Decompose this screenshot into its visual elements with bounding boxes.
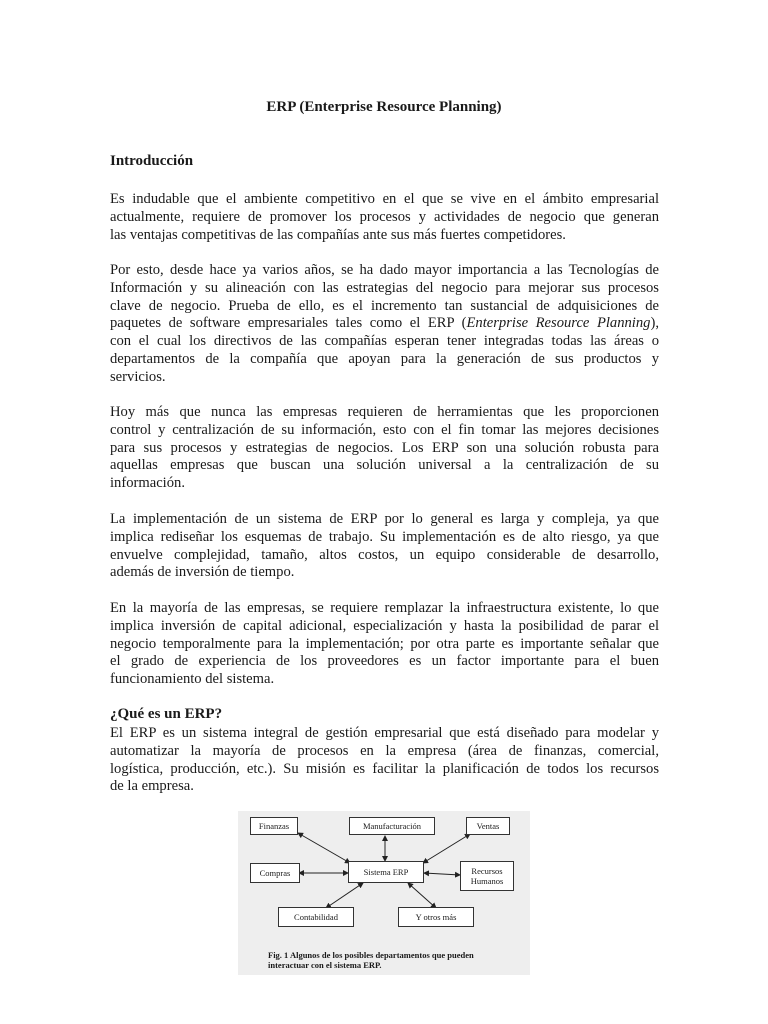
box-ventas: Ventas xyxy=(466,817,510,835)
text-line: el grado de experiencia de los proveedores es un factor importante para el buen xyxy=(110,653,659,670)
box-recursos-humanos-line-2: Humanos xyxy=(470,876,504,886)
box-manufacturacion: Manufacturación xyxy=(349,817,435,835)
box-contabilidad: Contabilidad xyxy=(278,907,354,927)
question-heading: ¿Qué es un ERP? xyxy=(110,706,223,722)
text-line: clave de negocio. Prueba de ello, es el incremento tan sustancial de adquisiciones de xyxy=(110,297,659,314)
text-line: departamentos de la compañía que apoyan para la generación de sus productos y xyxy=(110,350,659,367)
box-sistema-erp: Sistema ERP xyxy=(348,861,424,883)
box-recursos-humanos xyxy=(460,861,514,891)
text-line: servicios. xyxy=(110,368,166,385)
connector-recursos-humanos xyxy=(424,873,460,875)
text-line-mixed xyxy=(110,315,659,333)
text-run: ), xyxy=(650,315,659,332)
text-line: implica rediseñar los esquemas de trabajo. Su implementación es de alto riesgo, ya que xyxy=(110,528,659,545)
box-otros: Y otros más xyxy=(398,907,474,927)
text-line: control y centralización de su información, esto con el fin tomar las mejores decisiones xyxy=(110,421,659,438)
text-line: con el cual los directivos de las compañías esperan tener integradas todas las áreas o xyxy=(110,333,659,350)
text-line: funcionamiento del sistema. xyxy=(110,671,275,688)
text-line: automatizar la mayoría de procesos en la empresa (área de finanzas, comercial, xyxy=(110,742,659,759)
text-line: Información y su alineación con las estrategias del negocio para mejorar sus procesos xyxy=(110,279,659,296)
figure-caption xyxy=(268,950,518,970)
intro-heading: Introducción xyxy=(110,153,194,169)
box-recursos-humanos-line-1: Recursos xyxy=(471,866,503,876)
connector-finanzas xyxy=(298,833,350,863)
paragraph-2 xyxy=(110,262,659,387)
text-line: Hoy más que nunca las empresas requieren de herramientas que les proporcionen xyxy=(110,404,659,420)
paragraph-3 xyxy=(110,404,659,493)
box-compras: Compras xyxy=(250,863,300,883)
document-title: ERP (Enterprise Resource Planning) xyxy=(266,99,502,115)
text-line: actualmente, requiere de promover los procesos y actividades de negocio que generan xyxy=(110,208,659,225)
paragraph-1 xyxy=(110,191,659,244)
connector-ventas xyxy=(423,834,470,863)
paragraph-5 xyxy=(110,600,659,689)
text-line: negocio temporalmente para la implementación; por otra parte es importante señalar que xyxy=(110,635,659,652)
erp-diagram-figure xyxy=(238,811,530,975)
text-line: La implementación de un sistema de ERP por lo general es larga y compleja, ya que xyxy=(110,511,659,527)
text-line: implica inversión de capital adicional, especialización y hasta la posibilidad de parar el xyxy=(110,617,659,634)
text-run: paquetes de software empresariales tales como el ERP ( xyxy=(110,315,467,332)
text-line: aquellas empresas que buscan una solución universal a la centralización de su xyxy=(110,457,659,474)
connector-contabilidad xyxy=(326,883,363,908)
text-line: logística, producción, etc.). Su misión es facilitar la planificación de todos los recursos xyxy=(110,760,659,777)
text-line: las ventajas competitivas de las compañías ante sus más fuertes competidores. xyxy=(110,226,566,243)
text-run-italic: Enterprise Resource Planning xyxy=(466,315,651,332)
connector-otros xyxy=(408,883,436,908)
text-line: información. xyxy=(110,475,185,492)
figure-caption-line-2: interactuar con el sistema ERP. xyxy=(268,960,382,970)
text-line: El ERP es un sistema integral de gestión empresarial que está diseñado para modelar y xyxy=(110,725,659,741)
text-line: de la empresa. xyxy=(110,778,194,795)
text-line: Por esto, desde hace ya varios años, se ha dado mayor importancia a las Tecnologías de xyxy=(110,262,659,278)
text-line: envuelve complejidad, tamaño, altos costos, un equipo considerable de desarrollo, xyxy=(110,546,659,563)
figure-caption-line-1: Fig. 1 Algunos de los posibles departamentos que pueden xyxy=(268,950,474,960)
box-finanzas: Finanzas xyxy=(250,817,298,835)
text-line: además de inversión de tiempo. xyxy=(110,564,295,581)
text-line: Es indudable que el ambiente competitivo en el que se vive en el ámbito empresarial xyxy=(110,191,659,207)
text-line: En la mayoría de las empresas, se requiere remplazar la infraestructura existente, lo que xyxy=(110,600,659,616)
definition-paragraph xyxy=(110,725,659,796)
text-line: para sus procesos y estrategias de negocios. Los ERP son una solución robusta para xyxy=(110,439,659,456)
paragraph-4 xyxy=(110,511,659,582)
